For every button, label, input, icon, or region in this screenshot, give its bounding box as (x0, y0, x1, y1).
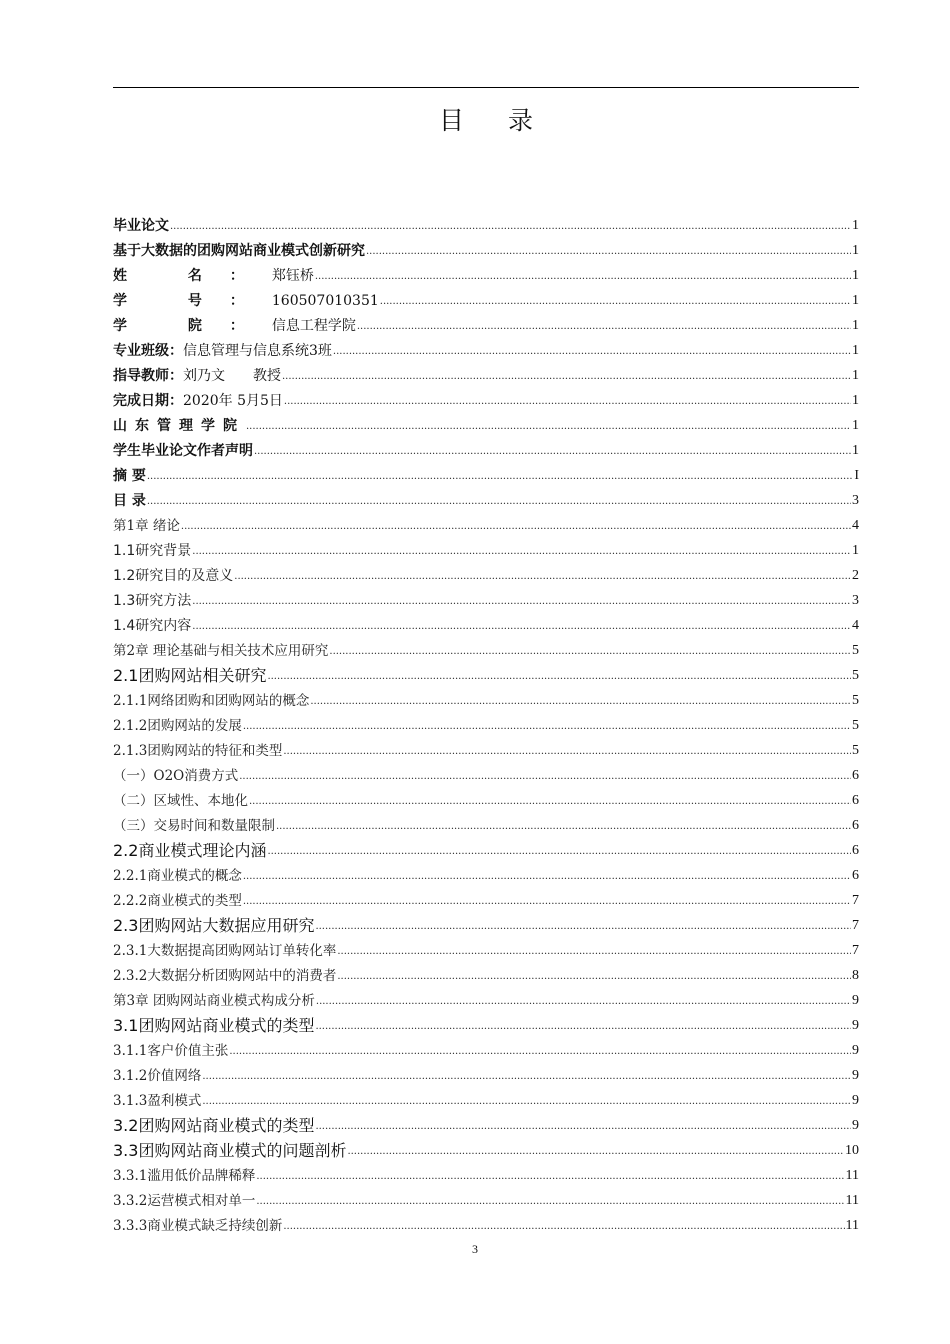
toc-entry-page: 3 (852, 593, 859, 608)
toc-entry-title: 1.2研究目的及意义 (113, 568, 234, 584)
toc-entry-page: 1 (852, 393, 859, 408)
toc-entry-page: 1 (852, 418, 859, 433)
dot-leader (283, 1220, 844, 1234)
dot-leader (202, 1070, 851, 1084)
toc-entry-page: 4 (852, 618, 859, 633)
toc-entry-title: 3.1.2价值网络 (113, 1068, 202, 1084)
toc-entry-title: 基于大数据的团购网站商业模式创新研究 (113, 243, 365, 259)
toc-entry-label (113, 442, 253, 460)
table-of-contents (113, 210, 859, 1235)
toc-entry-page: 9 (852, 993, 859, 1008)
toc-entry-label (113, 292, 379, 310)
toc-entry-title: 2.3团购网站大数据应用研究 (113, 916, 315, 935)
toc-entry-value: 刘乃文 教授 (183, 368, 281, 384)
dot-leader (239, 770, 851, 784)
dot-leader (243, 870, 851, 884)
toc-entry-title: （一）O2O消费方式 (113, 768, 239, 784)
dot-leader (249, 795, 851, 809)
toc-entry[interactable] (113, 410, 859, 435)
toc-entry-label (113, 567, 233, 585)
toc-entry-title: 2.2.1商业模式的概念 (113, 868, 242, 884)
toc-entry-label (113, 617, 191, 635)
toc-entry-title: 学生毕业论文作者声明 (113, 443, 253, 459)
toc-entry-label (113, 692, 309, 710)
dot-leader (347, 1145, 844, 1159)
toc-entry[interactable] (113, 585, 859, 610)
toc-entry-page: 1 (852, 318, 859, 333)
toc-entry-page: 9 (852, 1043, 859, 1058)
dot-leader (337, 970, 851, 984)
toc-entry-label (113, 992, 315, 1010)
toc-entry-title: 指导教师： (113, 368, 183, 384)
toc-entry-page: 1 (852, 243, 859, 258)
toc-entry[interactable] (113, 535, 859, 560)
toc-entry-title: 3.1.1客户价值主张 (113, 1043, 229, 1059)
dot-leader (315, 270, 851, 284)
toc-entry-label (113, 1192, 255, 1210)
dot-leader (181, 520, 851, 534)
toc-entry[interactable] (113, 810, 859, 835)
toc-entry-page: 11 (845, 1193, 859, 1208)
toc-entry-label (113, 1092, 201, 1110)
toc-entry[interactable] (113, 910, 859, 935)
dot-leader (192, 595, 851, 609)
toc-entry-label (113, 592, 191, 610)
toc-entry-title: 3.3.2运营模式相对单一 (113, 1193, 256, 1209)
toc-entry-title: 学 号： (113, 293, 272, 309)
toc-entry-title: 第2章 理论基础与相关技术应用研究 (113, 643, 329, 659)
toc-entry-value: 郑钰桥 (271, 268, 314, 284)
dot-leader (202, 1095, 851, 1109)
toc-entry-title: 2.2商业模式理论内涵 (113, 841, 267, 860)
toc-entry-label (113, 767, 238, 785)
toc-entry[interactable] (113, 485, 859, 510)
toc-entry[interactable] (113, 985, 859, 1010)
dot-leader (254, 445, 851, 459)
toc-entry[interactable] (113, 285, 859, 310)
toc-entry-title: 3.1.3盈利模式 (113, 1093, 202, 1109)
toc-entry-label (113, 717, 242, 735)
toc-entry-title: 3.3.1滥用低价品牌稀释 (113, 1168, 256, 1184)
dot-leader (256, 1170, 844, 1184)
toc-entry-title: 摘 要 (113, 468, 146, 484)
toc-entry-page: 1 (852, 293, 859, 308)
toc-entry-title: 学 院： (113, 318, 272, 334)
toc-entry-label (113, 367, 281, 385)
toc-entry-page: 7 (852, 918, 859, 933)
toc-entry[interactable] (113, 510, 859, 535)
toc-entry-label (113, 817, 275, 835)
dot-leader (380, 295, 851, 309)
toc-entry-title: 2.1.1网络团购和团购网站的概念 (113, 693, 310, 709)
dot-leader (316, 995, 851, 1009)
toc-entry-value: 信息管理与信息系统3班 (183, 343, 332, 359)
toc-entry[interactable] (113, 1010, 859, 1035)
page-number: 3 (472, 1242, 478, 1256)
dot-leader (329, 645, 851, 659)
toc-entry-page: 6 (852, 768, 859, 783)
toc-entry-page: 11 (845, 1168, 859, 1183)
toc-entry[interactable] (113, 935, 859, 960)
toc-entry-page: 1 (852, 443, 859, 458)
toc-entry[interactable] (113, 1110, 859, 1135)
toc-entry[interactable] (113, 1185, 859, 1210)
dot-leader (229, 1045, 851, 1059)
toc-entry-value: 160507010351 (271, 293, 379, 309)
toc-entry-page: 1 (852, 268, 859, 283)
dot-leader (246, 420, 851, 434)
toc-entry-label (113, 867, 242, 885)
toc-entry-title: 第1章 绪论 (113, 518, 180, 534)
toc-entry-label (113, 892, 242, 910)
toc-entry-label (113, 492, 146, 510)
dot-leader (283, 745, 851, 759)
toc-entry-page: 2 (852, 568, 859, 583)
dot-leader (310, 695, 851, 709)
toc-entry[interactable] (113, 1210, 859, 1235)
toc-entry-page: 6 (852, 818, 859, 833)
toc-entry-page: 9 (852, 1018, 859, 1033)
page-title: 目 录 (439, 106, 551, 135)
toc-entry-page: I (854, 468, 859, 483)
dot-leader (234, 570, 851, 584)
toc-entry-page: 5 (852, 693, 859, 708)
toc-entry-title: 2.1团购网站相关研究 (113, 666, 267, 685)
toc-entry-label (113, 917, 314, 935)
toc-entry-label (113, 217, 169, 235)
toc-entry-page: 6 (852, 793, 859, 808)
toc-entry[interactable] (113, 1060, 859, 1085)
toc-entry-value: 2020年 5月5日 (183, 393, 283, 409)
toc-entry[interactable] (113, 1160, 859, 1185)
dot-leader (284, 395, 851, 409)
dot-leader (243, 895, 851, 909)
toc-entry-page: 7 (852, 893, 859, 908)
toc-entry-title: 2.1.2团购网站的发展 (113, 718, 242, 734)
toc-entry-label (113, 1067, 201, 1085)
dot-leader (267, 845, 851, 859)
toc-entry-page: 5 (852, 668, 859, 683)
toc-entry-label (113, 967, 336, 985)
toc-entry-label (113, 667, 266, 685)
toc-entry-title: 2.1.3团购网站的特征和类型 (113, 743, 283, 759)
toc-entry[interactable] (113, 735, 859, 760)
toc-entry-label (113, 542, 191, 560)
toc-entry-title: 3.2团购网站商业模式的类型 (113, 1116, 315, 1135)
toc-entry-title: （二）区域性、本地化 (113, 793, 248, 809)
toc-entry-page: 8 (852, 968, 859, 983)
toc-entry-label (113, 792, 248, 810)
toc-entry[interactable] (113, 310, 859, 335)
toc-entry-label (113, 467, 146, 485)
dot-leader (192, 545, 851, 559)
toc-entry-label (113, 1167, 255, 1185)
toc-entry[interactable] (113, 360, 859, 385)
toc-entry-page: 5 (852, 718, 859, 733)
toc-entry[interactable] (113, 660, 859, 685)
toc-entry-title: 2.3.1大数据提高团购网站订单转化率 (113, 943, 337, 959)
dot-leader (256, 1195, 844, 1209)
toc-entry-label (113, 942, 336, 960)
dot-leader (315, 1120, 851, 1134)
toc-entry[interactable] (113, 1085, 859, 1110)
toc-entry-label (113, 642, 328, 660)
toc-entry-page: 7 (852, 943, 859, 958)
toc-entry-title: 2.2.2商业模式的类型 (113, 893, 242, 909)
toc-entry-title: 目 录 (113, 493, 146, 509)
toc-entry-page: 3 (852, 493, 859, 508)
toc-entry-title: 第3章 团购网站商业模式构成分析 (113, 993, 315, 1009)
toc-entry-label (113, 1117, 314, 1135)
toc-entry-title: 3.3.3商业模式缺乏持续创新 (113, 1218, 283, 1234)
toc-entry-page: 5 (852, 743, 859, 758)
toc-entry-page: 4 (852, 518, 859, 533)
toc-entry[interactable] (113, 435, 859, 460)
toc-entry-label (113, 1217, 282, 1235)
toc-entry-label (113, 742, 282, 760)
toc-entry-label (113, 517, 180, 535)
toc-entry-title: 专业班级： (113, 343, 183, 359)
toc-entry[interactable] (113, 385, 859, 410)
toc-entry-page: 11 (845, 1218, 859, 1233)
toc-entry[interactable] (113, 835, 859, 860)
toc-entry[interactable] (113, 260, 859, 285)
toc-entry-page: 6 (852, 868, 859, 883)
toc-entry-title: （三）交易时间和数量限制 (113, 818, 275, 834)
toc-entry[interactable] (113, 210, 859, 235)
toc-entry-page: 9 (852, 1068, 859, 1083)
toc-entry-label (113, 1142, 346, 1160)
toc-entry[interactable] (113, 560, 859, 585)
toc-entry[interactable] (113, 1135, 859, 1160)
toc-entry[interactable] (113, 635, 859, 660)
toc-entry-label (113, 342, 332, 360)
toc-entry-label (113, 417, 245, 435)
toc-entry-title: 1.3研究方法 (113, 593, 192, 609)
toc-entry-page: 1 (852, 543, 859, 558)
toc-entry[interactable] (113, 1035, 859, 1060)
toc-entry-page: 9 (852, 1093, 859, 1108)
dot-leader (276, 820, 851, 834)
toc-entry[interactable] (113, 335, 859, 360)
dot-leader (192, 620, 851, 634)
dot-leader (267, 670, 851, 684)
toc-entry-title: 3.3团购网站商业模式的问题剖析 (113, 1141, 347, 1160)
toc-entry-title: 姓 名： (113, 268, 272, 284)
toc-entry[interactable] (113, 860, 859, 885)
toc-entry-title: 3.1团购网站商业模式的类型 (113, 1016, 315, 1035)
toc-entry[interactable] (113, 960, 859, 985)
toc-entry[interactable] (113, 760, 859, 785)
toc-entry-page: 6 (852, 843, 859, 858)
toc-entry-title: 1.4研究内容 (113, 618, 192, 634)
dot-leader (337, 945, 851, 959)
toc-entry[interactable] (113, 885, 859, 910)
dot-leader (357, 320, 851, 334)
toc-entry[interactable] (113, 785, 859, 810)
toc-entry-title: 1.1研究背景 (113, 543, 192, 559)
toc-entry-title: 完成日期： (113, 393, 183, 409)
toc-entry[interactable] (113, 685, 859, 710)
toc-entry-label (113, 842, 266, 860)
dot-leader (282, 370, 851, 384)
toc-entry-title: 山东管理学院 (113, 418, 245, 434)
toc-entry-page: 9 (852, 1118, 859, 1133)
toc-entry-title: 2.3.2大数据分析团购网站中的消费者 (113, 968, 337, 984)
header-rule (113, 87, 859, 88)
dot-leader (366, 245, 851, 259)
dot-leader (147, 495, 851, 509)
toc-entry-label (113, 317, 356, 335)
toc-entry-page: 5 (852, 643, 859, 658)
toc-entry-label (113, 392, 283, 410)
dot-leader (315, 1020, 851, 1034)
toc-entry-label (113, 267, 314, 285)
toc-entry-page: 1 (852, 343, 859, 358)
toc-entry-page: 1 (852, 218, 859, 233)
toc-entry-label (113, 1042, 228, 1060)
dot-leader (147, 470, 853, 484)
toc-entry-page: 1 (852, 368, 859, 383)
toc-entry[interactable] (113, 710, 859, 735)
dot-leader (315, 920, 851, 934)
toc-entry[interactable] (113, 460, 859, 485)
dot-leader (170, 220, 851, 234)
toc-entry-page: 10 (845, 1143, 859, 1158)
toc-entry-label (113, 1017, 314, 1035)
toc-entry-value: 信息工程学院 (271, 318, 356, 334)
dot-leader (243, 720, 851, 734)
toc-entry[interactable] (113, 610, 859, 635)
toc-entry-title: 毕业论文 (113, 218, 169, 234)
toc-entry[interactable] (113, 235, 859, 260)
dot-leader (333, 345, 851, 359)
toc-entry-label (113, 242, 365, 260)
